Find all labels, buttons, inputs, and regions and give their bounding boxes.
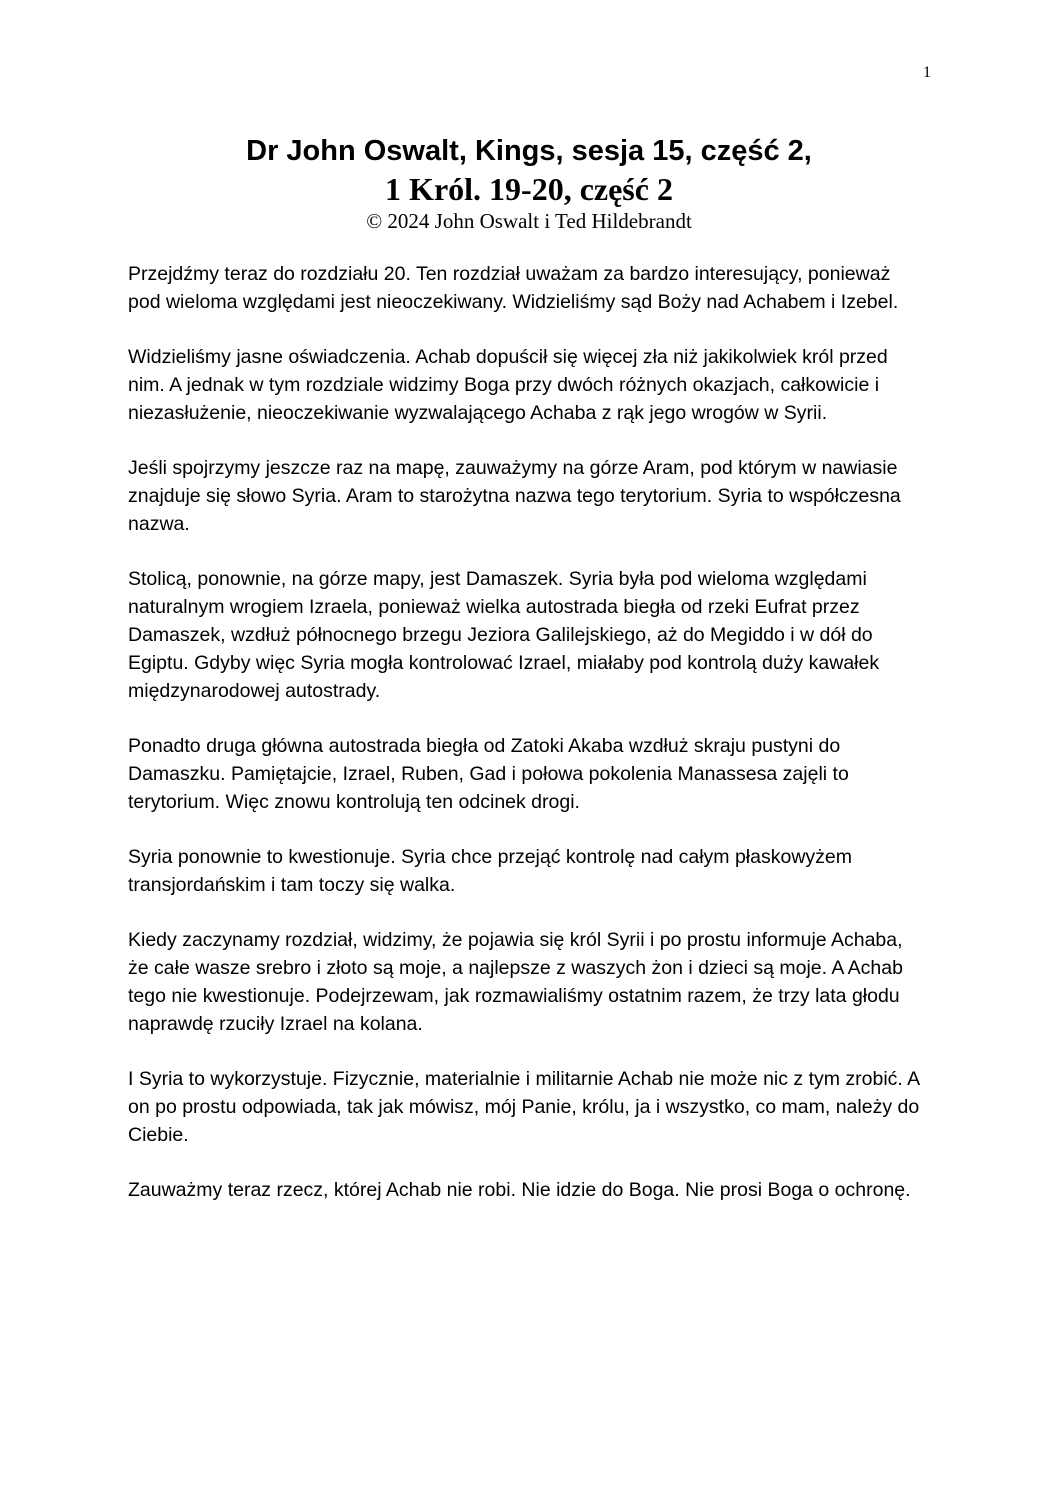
document-header	[0, 132, 1058, 234]
document-title: Dr John Oswalt, Kings, sesja 15, część 2,	[246, 135, 812, 167]
paragraph: Przejdźmy teraz do rozdziału 20. Ten rozdział uważam za bardzo interesujący, ponieważ pod wieloma względami jest nieoczekiwany. Widzieliśmy sąd Boży nad Achabem i Izebel.	[128, 263, 899, 313]
paragraph: Ponadto druga główna autostrada biegła od Zatoki Akaba wzdłuż skraju pustyni do Damaszku. Pamiętajcie, Izrael, Ruben, Gad i połowa pokolenia Manassesa zajęli to terytorium. Więc znowu kontrolują ten odcinek drogi.	[128, 735, 849, 813]
paragraph: Zauważmy teraz rzecz, której Achab nie robi. Nie idzie do Boga. Nie prosi Boga o ochronę.	[128, 1179, 911, 1201]
paragraph: Jeśli spojrzymy jeszcze raz na mapę, zauważymy na górze Aram, pod którym w nawiasie znajduje się słowo Syria. Aram to starożytna nazwa tego terytorium. Syria to współczesna nazwa.	[128, 457, 901, 535]
paragraph: Syria ponownie to kwestionuje. Syria chce przejąć kontrolę nad całym płaskowyżem transjordańskim i tam toczy się walka.	[128, 846, 853, 896]
page-number: 1	[923, 64, 931, 81]
copyright-notice: © 2024 John Oswalt i Ted Hildebrandt	[366, 209, 692, 233]
paragraph: I Syria to wykorzystuje. Fizycznie, materialnie i militarnie Achab nie może nic z tym zrobić. A on po prostu odpowiada, tak jak mówisz, mój Panie, królu, ja i wszystko, co mam, należy do Ciebie.	[128, 1068, 920, 1146]
paragraph: Stolicą, ponownie, na górze mapy, jest Damaszek. Syria była pod wieloma względami naturalnym wrogiem Izraela, ponieważ wielka autostrada biegła od rzeki Eufrat przez Damaszek, wzdłuż północnego brzegu Jeziora Galilejskiego, aż do Megiddo i w dół do Egiptu. Gdyby więc Syria mogła kontrolować Izrael, miałaby pod kontrolą duży kawałek międzynarodowej autostrady.	[128, 568, 880, 702]
paragraph: Widzieliśmy jasne oświadczenia. Achab dopuścił się więcej zła niż jakikolwiek król przed nim. A jednak w tym rozdziale widzimy Boga przy dwóch różnych okazjach, całkowicie i niezasłużenie, nieoczekiwanie wyzwalającego Achaba z rąk jego wrogów w Syrii.	[128, 346, 888, 424]
paragraph: Kiedy zaczynamy rozdział, widzimy, że pojawia się król Syrii i po prostu informuje Achaba, że całe wasze srebro i złoto są moje, a najlepsze z waszych żon i dzieci są moje. A Achab tego nie kwestionuje. Podejrzewam, jak rozmawialiśmy ostatnim razem, że trzy lata głodu naprawdę rzuciły Izrael na kolana.	[128, 929, 903, 1035]
document-subtitle: 1 Król. 19-20, część 2	[385, 171, 673, 207]
document-body	[128, 260, 928, 1231]
